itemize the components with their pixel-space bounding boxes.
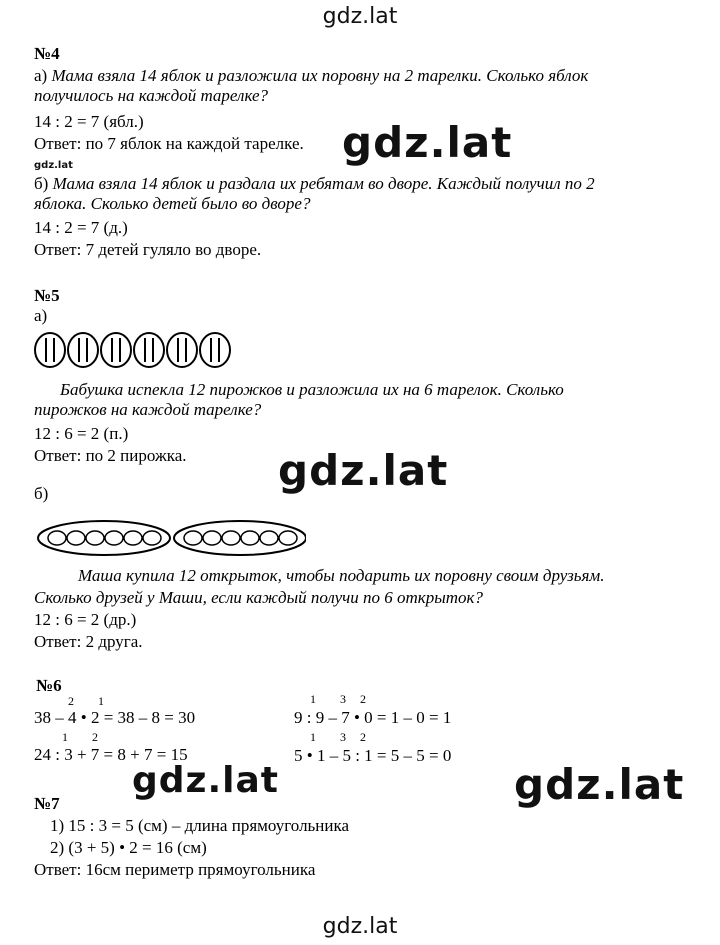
plate-oval	[200, 333, 230, 367]
postcard-circle	[279, 531, 297, 545]
task5-a-problem-line-1: Бабушка испекла 12 пирожков и разложила их на 6 тарелок. Сколько	[60, 380, 564, 399]
expr2-order-mark: 1	[62, 730, 68, 744]
expr4-order-mark: 3	[340, 730, 346, 744]
task7-step-1: 1) 15 : 3 = 5 (см) – длина прямоугольника	[50, 816, 350, 835]
postcard-circle	[105, 531, 123, 545]
task4-a-label: а)	[34, 66, 48, 85]
plates-with-pies-illustration	[34, 330, 234, 370]
task4-a-solution: 14 : 2 = 7 (ябл.)	[34, 112, 144, 131]
task7-number: №7	[34, 794, 60, 813]
task7-answer: Ответ: 16см периметр прямоугольника	[34, 860, 316, 879]
watermark-bottom: gdz.lat	[322, 914, 398, 939]
task4-b-text: Мама взяла 14 яблок и раздала их ребятам во дворе. Каждый получил по 2	[52, 174, 595, 193]
task5-number: №5	[34, 286, 60, 305]
expr2-order-mark: 2	[92, 730, 98, 744]
task6-expression-2: 24 : 3 + 7 = 8 + 7 = 15	[34, 745, 188, 761]
task5-a-problem-line-2: пирожков на каждой тарелке?	[34, 400, 262, 419]
task4-b-solution: 14 : 2 = 7 (д.)	[34, 218, 128, 237]
watermark-top: gdz.lat	[322, 4, 398, 29]
expr3-order-mark: 1	[310, 692, 316, 706]
expr3-order-mark: 2	[360, 692, 366, 706]
task5-b-problem-line-2: Сколько друзей у Маши, если каждый получи по 6 открыток?	[34, 588, 483, 607]
task4-b-problem-line-1	[34, 174, 595, 194]
task5-a-label: а)	[34, 306, 48, 325]
watermark-mid-2: gdz.lat	[278, 446, 449, 495]
task4-a-text: Мама взяла 14 яблок и разложила их поровну на 2 тарелки. Сколько яблок	[51, 66, 589, 85]
postcard-circle	[48, 531, 66, 545]
plate-oval	[134, 333, 164, 367]
task5-b-answer: Ответ: 2 друга.	[34, 632, 143, 651]
watermark-low-left: gdz.lat	[132, 760, 280, 801]
postcard-circle	[241, 531, 259, 545]
task5-a-answer: Ответ: по 2 пирожка.	[34, 446, 187, 465]
task5-a-solution: 12 : 6 = 2 (п.)	[34, 424, 129, 443]
task5-b-label: б)	[34, 484, 49, 503]
postcard-circle	[67, 531, 85, 545]
postcard-circle	[203, 531, 221, 545]
postcard-circle	[184, 531, 202, 545]
postcard-circle	[222, 531, 240, 545]
task4-b-answer: Ответ: 7 детей гуляло во дворе.	[34, 240, 262, 259]
expr4-order-mark: 2	[360, 730, 366, 744]
task4-a-problem-line-2: получилось на каждой тарелке?	[34, 86, 269, 105]
watermark-mid-1: gdz.lat	[342, 118, 513, 167]
expr4-order-mark: 1	[310, 730, 316, 744]
postcard-circle	[124, 531, 142, 545]
expr3-order-mark: 3	[340, 692, 346, 706]
plate-oval	[167, 333, 197, 367]
postcard-circle	[260, 531, 278, 545]
task4-a-answer: Ответ: по 7 яблок на каждой тарелке.	[34, 134, 304, 153]
task6-number: №6	[36, 676, 62, 695]
task5-b-problem-line-1: Маша купила 12 открыток, чтобы подарить их поровну своим друзьям.	[78, 566, 605, 585]
task4-number: №4	[34, 44, 60, 63]
watermark-small: gdz.lat	[34, 160, 73, 171]
plate-oval	[35, 333, 65, 367]
watermark-low-right: gdz.lat	[514, 760, 685, 809]
postcard-circle	[86, 531, 104, 545]
task6-expression-1: 38 – 4 • 2 = 38 – 8 = 30	[34, 708, 196, 727]
plates-with-postcards-illustration	[36, 518, 306, 558]
task4-b-label: б)	[34, 174, 49, 193]
task7-step-2: 2) (3 + 5) • 2 = 16 (см)	[50, 838, 207, 857]
task4-a-problem-line-1	[34, 66, 588, 86]
task4-b-problem-line-2: яблока. Сколько детей было во дворе?	[34, 194, 311, 213]
plate-oval	[101, 333, 131, 367]
expr1-order-mark: 2	[68, 694, 74, 708]
task5-b-solution: 12 : 6 = 2 (др.)	[34, 610, 137, 629]
task6-expression-4: 5 • 1 – 5 : 1 = 5 – 5 = 0	[294, 746, 452, 765]
task6-expression-3: 9 : 9 – 7 • 0 = 1 – 0 = 1	[294, 708, 452, 727]
expr1-order-mark: 1	[98, 694, 104, 708]
plate-oval	[68, 333, 98, 367]
postcard-circle	[143, 531, 161, 545]
